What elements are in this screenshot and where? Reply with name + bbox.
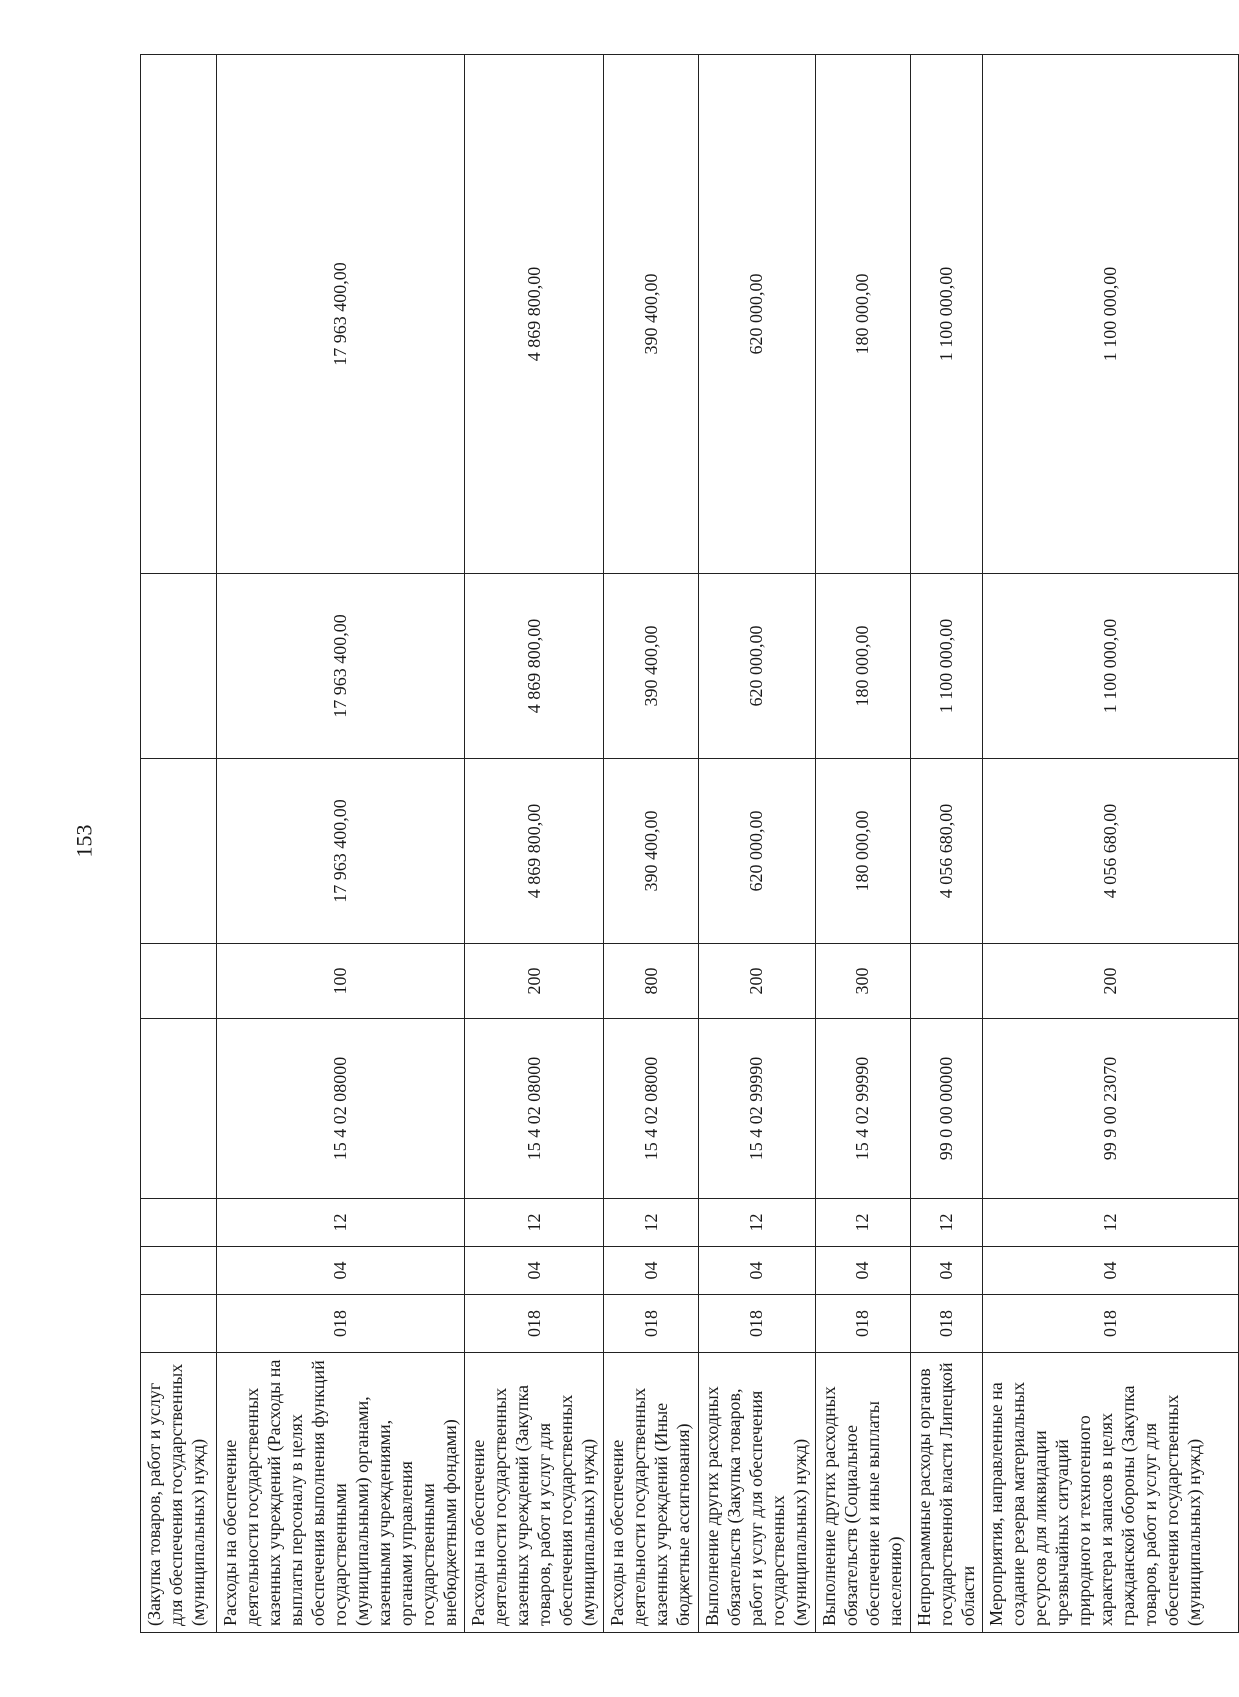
expense-type-cell: 100	[217, 944, 465, 1019]
expense-type-cell: 200	[465, 944, 604, 1019]
sum-cell-2: 1 100 000,00	[910, 574, 983, 759]
ministry-code-cell	[141, 1295, 217, 1353]
section-code-cell: 04	[983, 1247, 1239, 1295]
table-row	[604, 55, 699, 1633]
expense-type-cell: 200	[699, 944, 816, 1019]
section-code-cell: 04	[910, 1247, 983, 1295]
page-number: 153	[71, 824, 97, 858]
expense-type-cell	[141, 944, 217, 1019]
sum-cell-1: 180 000,00	[815, 759, 910, 944]
section-code-cell: 04	[604, 1247, 699, 1295]
subsection-code-cell: 12	[465, 1199, 604, 1247]
table-row	[910, 55, 983, 1633]
expense-type-cell: 800	[604, 944, 699, 1019]
sum-cell-2: 180 000,00	[815, 574, 910, 759]
sum-cell-1: 4 056 680,00	[910, 759, 983, 944]
table-row	[815, 55, 910, 1633]
sum-cell-3: 620 000,00	[699, 55, 816, 574]
sum-cell-1: 4 869 800,00	[465, 759, 604, 944]
subsection-code-cell: 12	[217, 1199, 465, 1247]
ministry-code-cell: 018	[604, 1295, 699, 1353]
ministry-code-cell: 018	[465, 1295, 604, 1353]
target-article-cell: 15 4 02 08000	[465, 1019, 604, 1199]
row-description: (Закупка товаров, работ и услуг для обеспечения государственных (муниципальных) нужд)	[141, 1353, 217, 1633]
sum-cell-3: 180 000,00	[815, 55, 910, 574]
row-description: Выполнение других расходных обязательств (Социальное обеспечение и иные выплаты населению)	[815, 1353, 910, 1633]
table-row	[465, 55, 604, 1633]
subsection-code-cell: 12	[815, 1199, 910, 1247]
subsection-code-cell: 12	[983, 1199, 1239, 1247]
sum-cell-2: 620 000,00	[699, 574, 816, 759]
sum-cell-1: 4 056 680,00	[983, 759, 1239, 944]
target-article-cell: 15 4 02 99990	[815, 1019, 910, 1199]
subsection-code-cell: 12	[910, 1199, 983, 1247]
budget-table-container	[140, 55, 1205, 1633]
budget-table	[140, 54, 1239, 1633]
row-description: Расходы на обеспечение деятельности государственных казенных учреждений (Иные бюджетные ассигнования)	[604, 1353, 699, 1633]
sum-cell-3	[141, 55, 217, 574]
target-article-cell	[141, 1019, 217, 1199]
target-article-cell: 15 4 02 99990	[699, 1019, 816, 1199]
section-code-cell: 04	[699, 1247, 816, 1295]
sum-cell-2: 1 100 000,00	[983, 574, 1239, 759]
target-article-cell: 99 9 00 23070	[983, 1019, 1239, 1199]
ministry-code-cell: 018	[699, 1295, 816, 1353]
target-article-cell: 15 4 02 08000	[604, 1019, 699, 1199]
sum-cell-2: 390 400,00	[604, 574, 699, 759]
ministry-code-cell: 018	[217, 1295, 465, 1353]
section-code-cell: 04	[815, 1247, 910, 1295]
sum-cell-1	[141, 759, 217, 944]
ministry-code-cell: 018	[910, 1295, 983, 1353]
expense-type-cell: 200	[983, 944, 1239, 1019]
sum-cell-1: 17 963 400,00	[217, 759, 465, 944]
sum-cell-1: 620 000,00	[699, 759, 816, 944]
target-article-cell: 99 0 00 00000	[910, 1019, 983, 1199]
section-code-cell	[141, 1247, 217, 1295]
sum-cell-1: 390 400,00	[604, 759, 699, 944]
row-description: Мероприятия, направленные на создание резерва материальных ресурсов для ликвидации чрезвычайных ситуаций природного и техногенного характера и запасов в целях гражданской обороны (Закупка товаров, работ и услуг для обеспечения государственных (муниципальных) нужд)	[983, 1353, 1239, 1633]
sum-cell-2	[141, 574, 217, 759]
expense-type-cell	[910, 944, 983, 1019]
sum-cell-3: 390 400,00	[604, 55, 699, 574]
sum-cell-2: 4 869 800,00	[465, 574, 604, 759]
row-description: Выполнение других расходных обязательств (Закупка товаров, работ и услуг для обеспечения государственных (муниципальных) нужд)	[699, 1353, 816, 1633]
row-description: Расходы на обеспечение деятельности государственных казенных учреждений (Расходы на выплаты персоналу в целях обеспечения выполнения функций государственными (муниципальными) органами, казенными учреждениями, органами управления государственными внебюджетными фондами)	[217, 1353, 465, 1633]
section-code-cell: 04	[465, 1247, 604, 1295]
expense-type-cell: 300	[815, 944, 910, 1019]
sum-cell-3: 4 869 800,00	[465, 55, 604, 574]
sum-cell-3: 1 100 000,00	[983, 55, 1239, 574]
target-article-cell: 15 4 02 08000	[217, 1019, 465, 1199]
table-row	[699, 55, 816, 1633]
table-row	[983, 55, 1239, 1633]
table-row	[141, 55, 217, 1633]
subsection-code-cell: 12	[604, 1199, 699, 1247]
subsection-code-cell	[141, 1199, 217, 1247]
sum-cell-3: 17 963 400,00	[217, 55, 465, 574]
ministry-code-cell: 018	[815, 1295, 910, 1353]
row-description: Расходы на обеспечение деятельности государственных казенных учреждений (Закупка товаров, работ и услуг для обеспечения государственных (муниципальных) нужд)	[465, 1353, 604, 1633]
table-row	[217, 55, 465, 1633]
sum-cell-2: 17 963 400,00	[217, 574, 465, 759]
section-code-cell: 04	[217, 1247, 465, 1295]
sum-cell-3: 1 100 000,00	[910, 55, 983, 574]
subsection-code-cell: 12	[699, 1199, 816, 1247]
ministry-code-cell: 018	[983, 1295, 1239, 1353]
row-description: Непрограммные расходы органов государственной власти Липецкой области	[910, 1353, 983, 1633]
